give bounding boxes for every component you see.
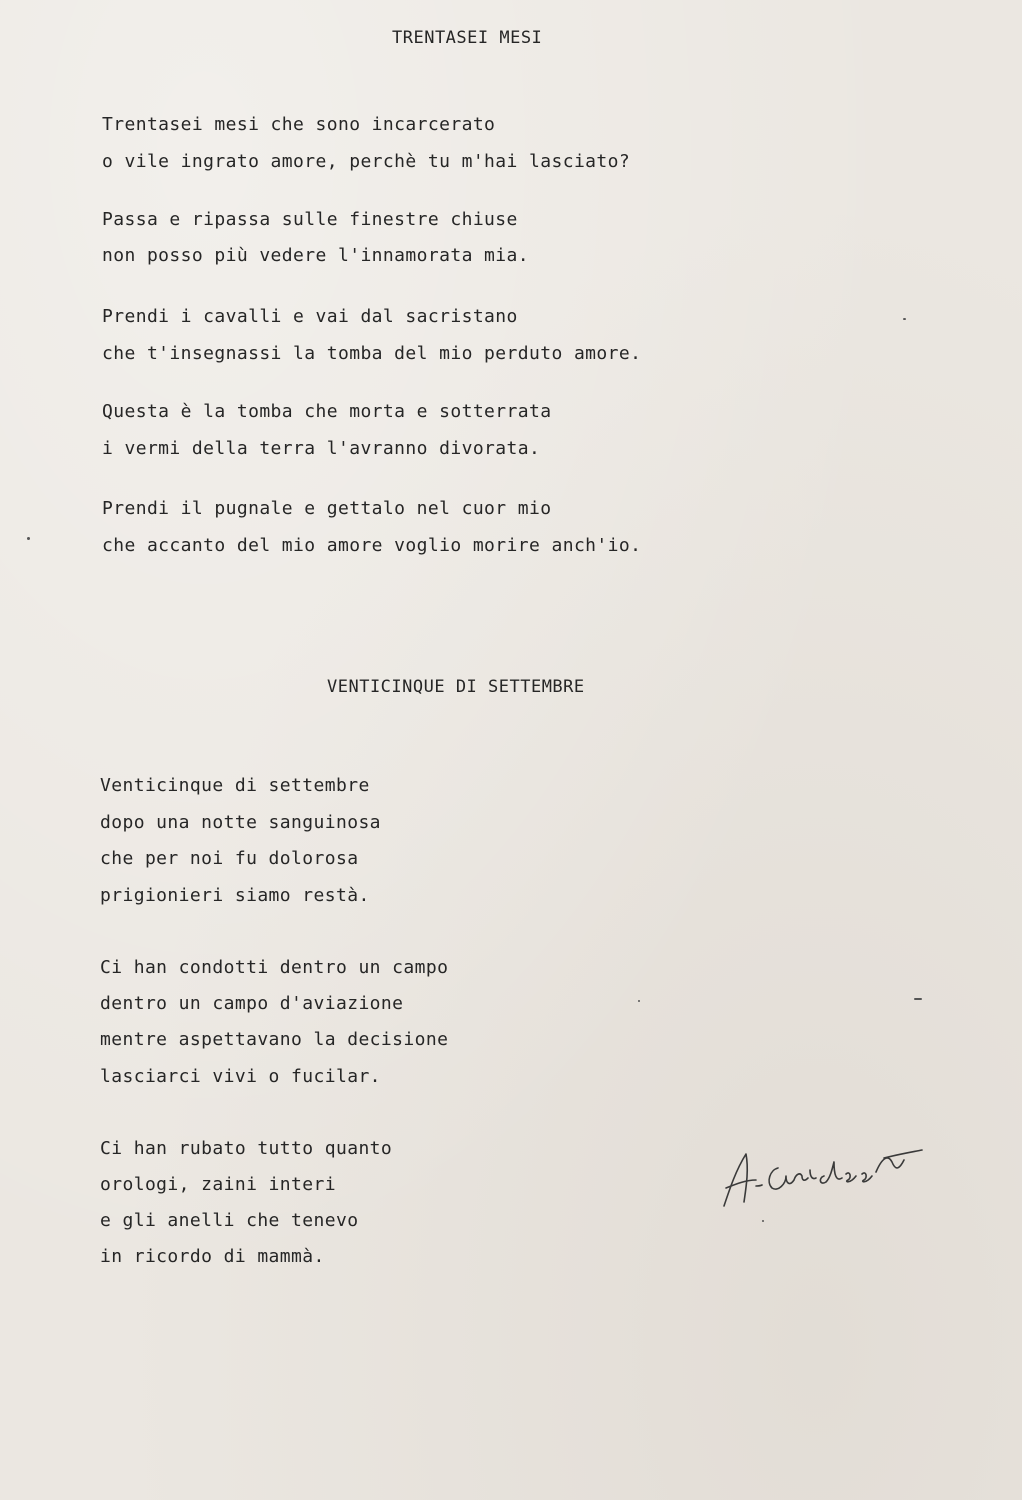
poem-title-venticinque-di-settembre: VENTICINQUE DI SETTEMBRE (327, 677, 585, 697)
poem1-line-7: Questa è la tomba che morta e sotterrata (102, 401, 552, 422)
poem1-line-3: Passa e ripassa sulle finestre chiuse (102, 209, 518, 230)
poem-title-trentasei-mesi: TRENTASEI MESI (392, 28, 543, 48)
poem2-line-2: dopo una notte sanguinosa (100, 812, 381, 833)
poem1-line-4: non posso più vedere l'innamorata mia. (102, 245, 530, 266)
poem1-line-1: Trentasei mesi che sono incarcerato (102, 114, 496, 135)
poem1-line-9: Prendi il pugnale e gettalo nel cuor mio (102, 498, 552, 519)
poem2-line-4: prigionieri siamo restà. (100, 885, 370, 906)
paper-speck (762, 1220, 764, 1222)
paper-speck (638, 1000, 640, 1002)
paper-speck (27, 537, 30, 540)
poem1-line-10: che accanto del mio amore voglio morire anch'io. (102, 535, 642, 556)
poem1-line-6: che t'insegnassi la tomba del mio perduto amore. (102, 343, 642, 364)
poem1-line-5: Prendi i cavalli e vai dal sacristano (102, 306, 518, 327)
poem2-line-7: mentre aspettavano la decisione (100, 1029, 449, 1050)
poem2-line-6: dentro un campo d'aviazione (100, 993, 404, 1014)
poem2-line-5: Ci han condotti dentro un campo (100, 957, 449, 978)
poem2-line-9: Ci han rubato tutto quanto (100, 1138, 393, 1159)
poem2-line-8: lasciarci vivi o fucilar. (100, 1066, 381, 1087)
paper-speck (914, 998, 922, 1000)
poem2-line-10: orologi, zaini interi (100, 1174, 336, 1195)
handwritten-signature (716, 1140, 931, 1220)
poem2-line-12: in ricordo di mammà. (100, 1246, 325, 1267)
poem2-line-1: Venticinque di settembre (100, 775, 370, 796)
paper-speck (903, 318, 906, 320)
poem1-line-8: i vermi della terra l'avranno divorata. (102, 438, 541, 459)
poem1-line-2: o vile ingrato amore, perchè tu m'hai lasciato? (102, 151, 631, 172)
poem2-line-3: che per noi fu dolorosa (100, 848, 359, 869)
poem2-line-11: e gli anelli che tenevo (100, 1210, 359, 1231)
